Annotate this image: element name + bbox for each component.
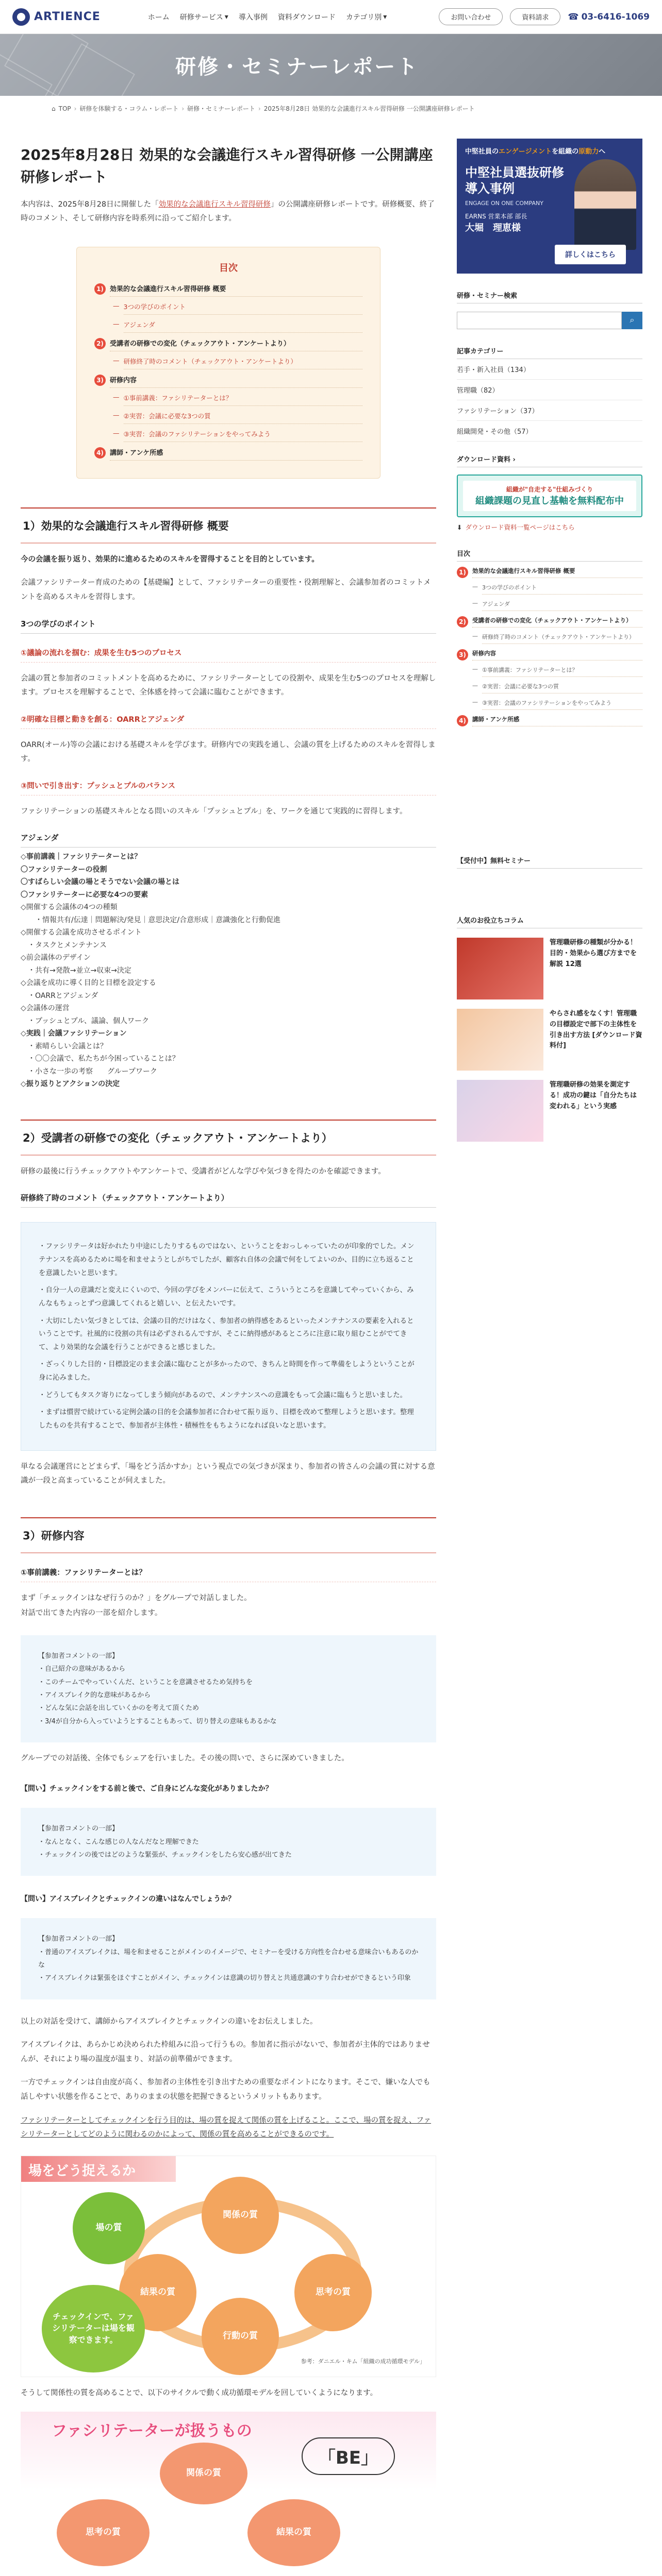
agenda-item: ・プッシュとプル、議論、個人ワーク (28, 1016, 150, 1025)
comment-item: ・このチームでやっていくんだ、ということを意識させるため気持ちを (38, 1678, 253, 1686)
dash-icon: — (113, 319, 120, 328)
nav-download[interactable] (278, 12, 336, 22)
dash-icon: — (472, 600, 478, 606)
box-heading: 【参加者コメントの一部】 (38, 1825, 119, 1833)
search-form (457, 312, 642, 329)
agenda-item: ・タスクとメンテナンス (28, 941, 107, 950)
comment-item: ・なんとなく、こんな感じの人なんだなと理解できた (38, 1838, 199, 1846)
toc-item[interactable] (113, 411, 362, 424)
toc-label: ②実習：会議に必要な3つの質 (124, 411, 363, 424)
category-link[interactable]: 若手・新入社員（134） (457, 359, 642, 380)
comment-item: ・普通のアイスブレイクは、場を和ませることがメインのイメージで、セミナーを受ける方向性を合わせる意味合いもあるのかな (38, 1948, 419, 1970)
dash-icon: — (113, 393, 120, 401)
dash-icon: — (472, 666, 478, 672)
agenda-item: ◇前会議体のデザイン (21, 954, 91, 962)
agenda-list (21, 851, 436, 1091)
table-of-contents (76, 247, 380, 479)
node-thought-quality: 思考の質 (57, 2499, 150, 2566)
toc-number: 4) (457, 715, 468, 726)
subsection-heading: ①事前講義：ファシリテーターとは？ (21, 1567, 436, 1582)
toc-label: 受講者の研修での変化（チェックアウト・アンケートより） (472, 616, 642, 628)
ranking-thumbnail (457, 1009, 543, 1071)
intro-text: 本内容は、2025年8月28日に開催した「効果的な会議進行スキル習得研修」の公開講座研修レポートです。研修概要、終了時のコメント、そして研修内容を時系列に沿ってご紹介します。 (21, 200, 435, 223)
toc-number: 4) (94, 447, 106, 459)
global-nav (148, 12, 387, 22)
cycle-diagram (21, 2156, 436, 2377)
subsection-heading: 研修終了時のコメント（チェックアウト・アンケートより） (21, 1192, 436, 1208)
logo-text: ARTIENCE (34, 10, 101, 23)
section-lead: 今の会議を振り返り、効果的に進めるためのスキルを習得することを目的としています。 (21, 555, 319, 564)
nav-training[interactable] (180, 12, 228, 22)
nav-category[interactable] (346, 12, 387, 22)
toc-label: 効果的な会議進行スキル習得研修 概要 (472, 567, 642, 578)
sidebar-heading: ダウンロード資料 › (457, 454, 642, 467)
node-relationship-quality: 関係の質 (160, 2443, 247, 2504)
chevron-down-icon: ▾ (383, 12, 387, 21)
agenda-item: 〇ファシリテーターに必要な4つの要素 (21, 890, 148, 899)
dash-icon: — (472, 633, 478, 639)
toc-item[interactable] (94, 447, 362, 461)
course-link[interactable]: 効果的な会議進行スキル習得研修 (158, 200, 271, 209)
toc-label: ①事前講義：ファシリテーターとは？ (124, 393, 363, 406)
agenda-item: 〇ファシリテーターの役割 (21, 865, 107, 874)
page-title: 2025年8月28日 効果的な会議進行スキル習得研修 一公開講座研修レポート (21, 146, 433, 186)
dash-icon: — (113, 356, 120, 364)
comment-item: ・自分一人の意識だと変えにくいので、今回の学びをメンバーに伝えて、こういうところを意識してやっていくから、みんなもちょっとずつ意識してくれると嬉しい、と伝えたいです。 (39, 1286, 414, 1308)
section-heading: 1）効果的な会議進行スキル習得研修 概要 (21, 507, 436, 544)
diagram-banner: ファシリテーターが扱うもの (52, 2422, 252, 2441)
ranking-item[interactable] (457, 1009, 642, 1071)
section-text: そうして関係性の質を高めることで、以下のサイクルで動く成功循環モデルを回していくようになります。 (21, 2388, 378, 2397)
dash-icon: — (113, 429, 120, 437)
site-header (0, 0, 662, 34)
toc-number: 3) (94, 375, 106, 386)
breadcrumb: ⌂ TOP › 研修を体験する・コラム・レポート › 研修・セミナーレポート › 2025年8月28日 効果的な会議進行スキル習得研修 一公開講座研修レポート (52, 105, 475, 112)
point-text: OARR(オール)等の会議における基礎スキルを学びます。研修内での実践を通し、会議の質を上げるためのスキルを習得します。 (21, 740, 436, 764)
point-heading: ①議論の流れを掴む：成果を生む5つのプロセス (21, 647, 436, 663)
toc-item[interactable] (113, 393, 362, 406)
comment-item: ・チェックインの後ではどのような緊張が、チェックインをしたら安心感が出てきた (38, 1851, 292, 1859)
point-heading: ②明確な目標と動きを創る：OARRとアジェンダ (21, 714, 436, 729)
comment-item: ・大切にしたい気づきとしては、会議の目的だけはなく、参加者の納得感をあるといったメンテナンスの要素を入れるということです。社風的に役割の共有は必ずされるんですが、そこに納得感があるところに注意に取り組むことがでてきて、より効果的な会議を行うことができると感じました。 (39, 1316, 414, 1351)
toc-item[interactable] (113, 429, 362, 442)
ranking-title: やらされ感をなくす！管理職の目標設定で部下の主体性を引き出す方法 [ダウンロード資料付] (550, 1010, 642, 1050)
comment-item: ・ざっくりした目的・目標設定のまま会議に臨むことが多かったので、きちんと時間を作って準備をしようということが身に沁みました。 (39, 1360, 415, 1382)
comment-item: ・ファシリテータは好かれたり中途にしたりするものではない、ということをおっしゃっていたのが印象的でした。メンテナンスを高めるために場を和ませようとしがちでしたが、顧客れ自体の会議で何をしてよいのか、目的に立ち返ることを意識したいと思います。 (39, 1242, 415, 1277)
toc-label: アジェンダ (124, 320, 363, 333)
nav-home[interactable] (148, 12, 170, 22)
sidebar-heading: 【受付中】無料セミナー (457, 855, 642, 869)
breadcrumb-link[interactable]: 研修を体験する・コラム・レポート (79, 105, 179, 112)
ranking-item[interactable] (457, 1080, 642, 1142)
be-label: 「BE」 (302, 2437, 395, 2475)
section-text: 一方でチェックインは自由度が高く、参加者の主体性を引き出すための重要なポイントになります。そこで、嫌いな人でも話しやすい状態を作ることで、ありのままの状態を把握できるというメリットもあります。 (21, 2078, 431, 2102)
section-heading: 3）研修内容 (21, 1517, 436, 1553)
toc-number: 2) (457, 616, 468, 628)
toc-label: ②実習：会議に必要な3つの質 (482, 682, 642, 693)
comment-item: ・どうしてもタスク寄りになってしまう傾向があるので、メンテナンスへの意識をもって会議に臨もうと思いました。 (39, 1391, 407, 1399)
comment-box (21, 1222, 436, 1450)
hero-title: 研修・セミナーレポート (175, 55, 419, 79)
toc-item[interactable] (113, 302, 362, 315)
section-heading: 2）受講者の研修での変化（チェックアウト・アンケートより） (21, 1120, 436, 1156)
toc-item[interactable] (457, 715, 642, 726)
download-banner[interactable] (457, 474, 642, 517)
nav-label: ホーム (147, 13, 170, 22)
agenda-item: ・OARRとアジェンダ (28, 991, 98, 1000)
ranking-title: 管理職研修の効果を測定する！成功の鍵は「自分たちは変われる」という実感 (550, 1081, 637, 1110)
sidebar-heading: 研修・セミナー検索 (457, 290, 642, 303)
toc-label: 効果的な会議進行スキル習得研修 概要 (110, 283, 362, 297)
toc-item[interactable] (457, 682, 642, 693)
ranking-item[interactable] (457, 938, 642, 999)
toc-item[interactable] (113, 357, 362, 369)
sidebar-toc (457, 567, 642, 726)
toc-label: ①事前講義：ファシリテーターとは？ (482, 666, 642, 677)
download-icon: ⬇ (457, 523, 462, 531)
home-icon: ⌂ (52, 105, 56, 112)
comment-item: ・まずは慣習で続けている定例会議の目的を会議参加者に合わせて振り返り、目標を改めて整理しようと思います。整理したものを共有することで、参加者が主体性・積極性をもちようになれば良いなと思います。 (39, 1408, 414, 1430)
agenda-item: ◇実践｜会議ファシリテーション (21, 1029, 127, 1038)
toc-label: アジェンダ (482, 600, 642, 611)
breadcrumb-link[interactable]: TOP (58, 105, 71, 112)
dash-icon: — (472, 682, 478, 689)
point-text: ファシリテーションの基礎スキルとなる問いのスキル「プッシュとプル」を、ワークを通じて実践的に習得します。 (21, 807, 407, 816)
toc-item[interactable] (457, 583, 642, 595)
phone-icon: ☎ (568, 11, 579, 22)
agenda-item: ◇振り返りとアクションの決定 (21, 1080, 120, 1089)
toc-item[interactable] (94, 283, 362, 297)
search-input[interactable] (457, 312, 622, 329)
toc-item[interactable] (94, 338, 362, 351)
subsection-heading: 3つの学びのポイント (21, 618, 436, 634)
agenda-item: ◇会議を成功に導く目的と目標を設定する (21, 979, 156, 988)
comment-box (21, 1808, 436, 1876)
nav-label: 研修サービス (179, 13, 223, 22)
sidebar-heading: 人気のお役立ちコラム (457, 915, 642, 928)
toc-number: 1) (457, 567, 468, 578)
download-list-link[interactable]: ⬇ ダウンロード資料一覧ページはこちら (457, 523, 575, 531)
category-link[interactable]: 組織開発・その他（57） (457, 421, 642, 442)
toc-heading: 目次 (219, 262, 238, 274)
agenda-item: ◇会議体の運営 (21, 1004, 70, 1013)
toc-item[interactable] (457, 699, 642, 710)
toc-label: 研修終了時のコメント（チェックアウト・アンケートより） (124, 357, 363, 369)
section-text: 以上の対話を受けて、講師からアイスブレイクとチェックインの違いをお伝えしました。 (21, 2017, 318, 2026)
request-docs-button[interactable]: 資料請求 (510, 8, 560, 25)
article-main (21, 113, 436, 2576)
banner-tagline: 中堅社員のエンゲージメントを組織の原動力へ (465, 148, 606, 156)
logo-mark-icon (12, 8, 30, 26)
node-relationship-quality: 関係の質 (202, 2177, 279, 2254)
toc-item[interactable] (457, 666, 642, 677)
case-study-banner[interactable] (457, 139, 642, 274)
comment-item: ・3/4が自分から入っていようとすることもあって、切り替えの意味もあるかな (38, 1717, 277, 1725)
toc-label: 研修内容 (110, 375, 362, 388)
site-logo[interactable] (12, 8, 101, 26)
agenda-item: ・共有→発散→並立→収束→決定 (28, 966, 131, 975)
toc-number: 2) (94, 338, 106, 349)
agenda-item: ◇開催する会議体の4つの種類 (21, 903, 118, 912)
contact-button[interactable]: お問い合わせ (439, 8, 503, 25)
agenda-item: 〇すばらしい会議の場とそうでない会議の場とは (21, 878, 179, 887)
toc-item[interactable] (457, 616, 642, 628)
toc-label: ③実習：会議のファシリテーションをやってみよう (482, 699, 642, 710)
breadcrumb-link[interactable]: 研修・セミナーレポート (187, 105, 255, 112)
toc-label: 3つの学びのポイント (482, 583, 642, 595)
agenda-item: ◇事前講義｜ファシリテーターとは？ (21, 853, 142, 861)
toc-label: 講師・アンケ所感 (110, 447, 362, 461)
search-icon: ⌕ (630, 316, 635, 325)
banner-more-button[interactable]: 詳しくはこちら (555, 245, 626, 264)
category-link[interactable]: ファシリテーション（37） (457, 400, 642, 421)
agenda-item: ◇開催する会議を成功させるポイント (21, 928, 142, 937)
comment-item: ・自己紹介の意味があるから (38, 1665, 126, 1673)
section-text: 単なる会議運営にとどまらず、「場をどう活かすか」という視点での気づきが深まり、参加者の皆さんの会議の質に対する意識が一段と高まっていることが伺えました。 (21, 1462, 435, 1485)
toc-item[interactable] (113, 320, 362, 333)
nav-label: 資料ダウンロード (277, 13, 336, 22)
dash-icon: — (472, 699, 478, 705)
section-text: ファシリテーターとしてチェックインを行う目的は、場の質を捉えて関係の質を上げること。ここで、場の質を捉え、ファシリテーターとしてどのように関わるのかによって、関係の質を高めることができるのです。 (21, 2116, 432, 2139)
agenda-item: ・情報共有/伝達｜問題解決/発見｜意思決定/合意形成｜意識強化と行動促進 (35, 916, 281, 924)
dash-icon: — (113, 411, 120, 419)
toc-label: 講師・アンケ所感 (472, 715, 642, 726)
comment-box (21, 1635, 436, 1742)
box-heading: 【参加者コメントの一部】 (38, 1935, 119, 1943)
sidebar-heading: 目次 (457, 548, 642, 562)
toc-item[interactable] (457, 567, 642, 578)
agenda-heading: アジェンダ (21, 832, 436, 848)
phone-text: 03-6416-1069 (581, 11, 650, 22)
comment-item: ・アイスブレイク的な意味があるから (38, 1691, 151, 1699)
node-result-quality: 結果の質 (247, 2499, 340, 2566)
callout-bubble: チェックインで、ファシリテーターは場を観察できます。 (42, 2285, 145, 2372)
box-heading: 【参加者コメントの一部】 (38, 1652, 119, 1660)
sidebar (457, 113, 642, 2576)
phone-number[interactable] (568, 12, 650, 22)
toc-label: 研修終了時のコメント（チェックアウト・アンケートより） (482, 633, 642, 644)
toc-label: ③実習：会議のファシリテーションをやってみよう (124, 429, 363, 442)
node-action-quality: 行動の質 (202, 2298, 279, 2375)
toc-item[interactable] (94, 375, 362, 388)
download-banner-text: 組織が"自走する"仕組みづくり 組織課題の見直し基軸を無料配布中 (463, 481, 636, 511)
point-heading: ③問いで引き出す：プッシュとプルのバランス (21, 780, 436, 795)
nav-label: カテゴリ別 (345, 13, 382, 22)
agenda-item: ・〇〇会議で、私たちが今困っていることは？ (28, 1055, 179, 1063)
comment-box (21, 1918, 436, 1999)
question-heading: 【問い】アイスブレイクとチェックインの違いはなんでしょうか？ (21, 1895, 235, 1904)
chevron-right-icon: › (512, 456, 516, 464)
banner-sub: ENGAGE ON ONE COMPANY (465, 200, 543, 207)
comment-item: ・どんな気に会話を出していくかのを考えて頂くため (38, 1704, 200, 1713)
toc-label: 3つの学びのポイント (124, 302, 363, 315)
question-heading: 【問い】チェックインをする前と後で、ご自身にどんな変化がありましたか？ (21, 1785, 273, 1793)
toc-label: 研修内容 (472, 649, 642, 660)
banner-person: EARNS 営業本部 部長 大堀 理恵様 (465, 213, 527, 234)
breadcrumb-current: 2025年8月28日 効果的な会議進行スキル習得研修 一公開講座研修レポート (263, 105, 475, 112)
person-photo (574, 159, 636, 250)
section-text: まず「チェックインはなぜ行うのか？」をグループで対話しました。 (21, 1594, 252, 1602)
nav-cases[interactable] (239, 12, 268, 22)
point-text: 会議の質と参加者のコミットメントを高めるために、ファシリテーターとしての役割や、成果を生む5つのプロセスを理解します。プロセスを理解することで、全体感を持って会議に臨むことができます。 (21, 674, 436, 697)
dash-icon: — (113, 301, 120, 310)
toc-item[interactable] (457, 649, 642, 660)
node-result-quality: 結果の質 (119, 2254, 196, 2331)
node-field-quality: 場の質 (73, 2192, 145, 2264)
banner-heading: 中堅社員選抜研修 導入事例 (465, 165, 564, 196)
category-link[interactable]: 管理職（82） (457, 380, 642, 400)
section-text: 対話で出てきた内容の一部を紹介します。 (21, 1609, 162, 1618)
comment-item: ・アイスブレイクは緊張をほぐすことがメイン、チェックインは意識の切り替えと共通意識のすり合わせができるという印象 (38, 1974, 411, 1982)
diagram-banner: 場をどう捉えるか (21, 2156, 176, 2182)
section-text: 研修の最後に行うチェックアウトやアンケートで、受講者がどんな学びや気づきを得たのかを確認できます。 (21, 1167, 386, 1176)
search-button[interactable] (622, 312, 642, 329)
node-thought-quality: 思考の質 (294, 2254, 372, 2331)
toc-label: 受講者の研修での変化（チェックアウト・アンケートより） (110, 338, 362, 351)
section-text: グループでの対話後、全体でもシェアを行いました。その後の問いで、さらに深めていきました。 (21, 1754, 349, 1762)
section-text: 会議ファシリテーター育成のための【基礎編】として、ファシリテーターの重要性・役割理解と、会議参加者のコミットメントを高めるスキルを習得します。 (21, 579, 431, 601)
section-text: アイスブレイクは、あらかじめ決められた枠組みに沿って行うもの。参加者に指示がないで、参加者が主体的ではありませんが、それにより場の温度が温まり、対話の前準備ができます。 (21, 2041, 430, 2063)
ranking-thumbnail (457, 1080, 543, 1142)
toc-item[interactable] (457, 600, 642, 611)
toc-number: 1) (94, 283, 106, 295)
sidebar-heading: 記事カテゴリー (457, 346, 642, 359)
agenda-item: ・素晴らしい会議とは？ (28, 1042, 107, 1050)
toc-number: 3) (457, 649, 468, 660)
ranking-title: 管理職研修の種類が分かる！目的・効果から選び方までを解説 12選 (550, 939, 637, 968)
nav-label: 導入事例 (238, 13, 268, 22)
dash-icon: — (472, 583, 478, 590)
page-hero (0, 34, 662, 96)
facilitator-diagram (21, 2412, 436, 2576)
ranking-thumbnail (457, 938, 543, 999)
chevron-down-icon: ▾ (224, 12, 228, 21)
agenda-item: ・小さな一歩の考察 グループワーク (28, 1067, 157, 1076)
toc-item[interactable] (457, 633, 642, 644)
diagram-source: 参考：ダニエル・キム「組織の成功循環モデル」 (301, 2358, 425, 2365)
